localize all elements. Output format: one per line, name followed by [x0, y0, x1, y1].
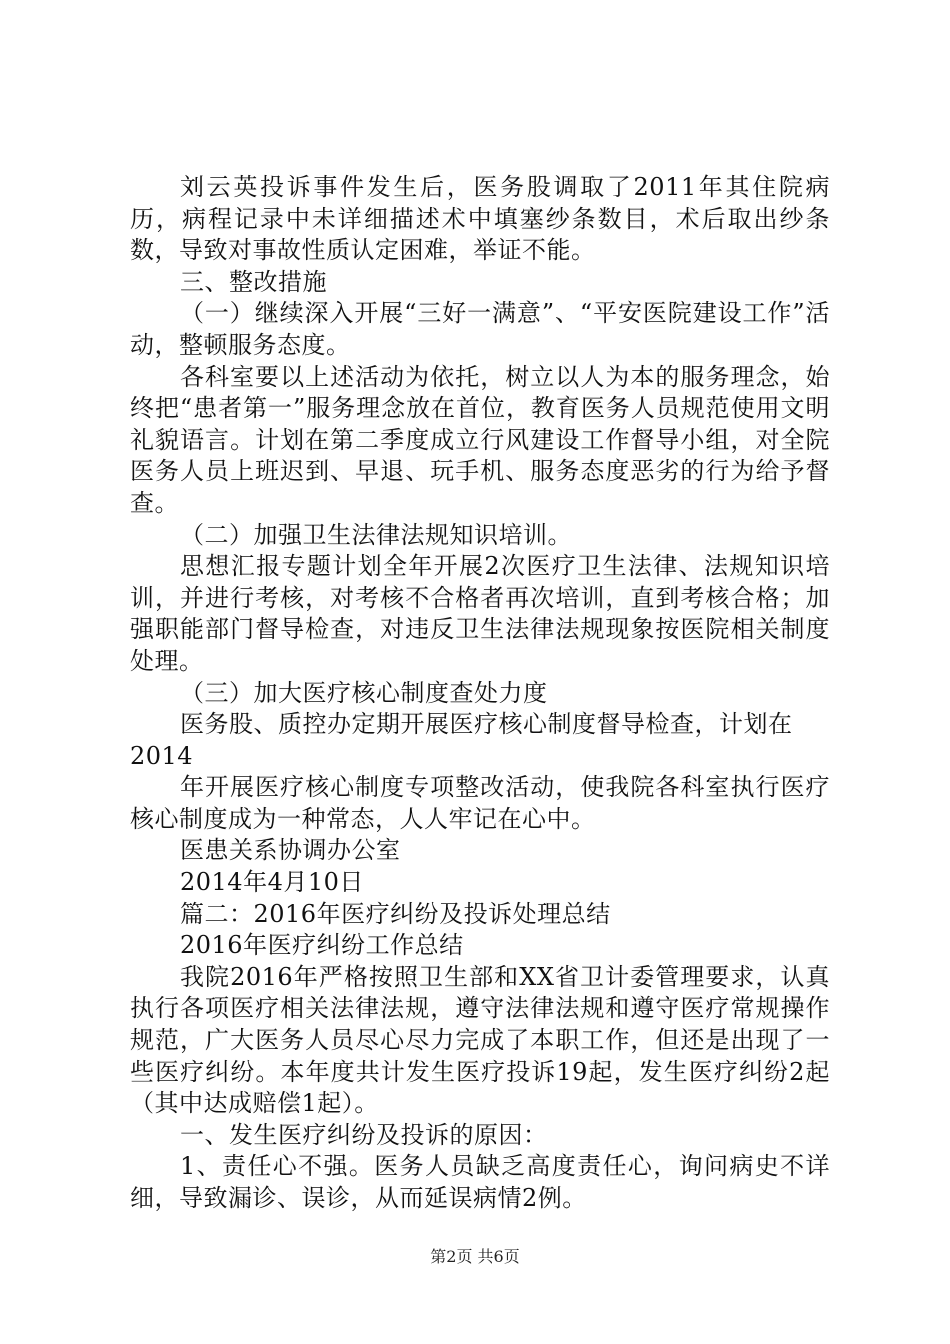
page-footer: 第2页 共6页 — [430, 1247, 520, 1266]
paragraph-service-concept: 各科室要以上述活动为依托，树立以人为本的服务理念，始终把“患者第一”服务理念放在首位，教育医务人员规范使用文明礼貌语言。计划在第二季度成立行风建设工作督导小组，对全院医务人员上班迟到、早退、玩手机、服务态度恶劣的行为给予督查。 — [130, 362, 830, 517]
section-subtitle-summary: 2016年医疗纠纷工作总结 — [180, 931, 464, 960]
subheading-service-attitude: （一）继续深入开展“三好一满意”、“平安医院建设工作”活动，整顿服务态度。 — [130, 299, 830, 359]
subheading-core-system: （三）加大医疗核心制度查处力度 — [180, 678, 548, 707]
paragraph-year: 2014 — [130, 741, 194, 770]
signature-date: 2014年4月10日 — [180, 868, 364, 897]
paragraph-law-training: 思想汇报专题计划全年开展2次医疗卫生法律、法规知识培训，并进行考核，对考核不合格者再次培训，直到考核合格；加强职能部门督导检查，对违反卫生法律法规现象按医院相关制度处理。 — [130, 552, 830, 675]
paragraph-core-system-check: 医务股、质控办定期开展医疗核心制度督导检查，计划在 — [180, 710, 793, 739]
heading-causes: 一、发生医疗纠纷及投诉的原因： — [180, 1120, 548, 1149]
document-body — [130, 172, 830, 1215]
signature-office: 医患关系协调办公室 — [180, 836, 401, 865]
section-title-part-two: 篇二：2016年医疗纠纷及投诉处理总结 — [180, 899, 611, 928]
paragraph-cause-responsibility: 1、责任心不强。医务人员缺乏高度责任心，询问病史不详细，导致漏诊、误诊，从而延误病情2例。 — [130, 1152, 830, 1212]
paragraph-summary-intro: 我院2016年严格按照卫生部和XX省卫计委管理要求，认真执行各项医疗相关法律法规，遵守法律法规和遵守医疗常规操作规范，广大医务人员尽心尽力完成了本职工作，但还是出现了一些医疗纠纷。本年度共计发生医疗投诉19起，发生医疗纠纷2起（其中达成赔偿1起）。 — [130, 962, 830, 1118]
paragraph-core-system-activity: 年开展医疗核心制度专项整改活动，使我院各科室执行医疗核心制度成为一种常态，人人牢记在心中。 — [130, 773, 830, 833]
paragraph-complaint-record: 刘云英投诉事件发生后，医务股调取了2011年其住院病历，病程记录中未详细描述术中填塞纱条数目，术后取出纱条数，导致对事故性质认定困难，举证不能。 — [130, 173, 830, 265]
heading-rectification-measures: 三、整改措施 — [180, 267, 327, 296]
subheading-law-training: （二）加强卫生法律法规知识培训。 — [180, 520, 572, 549]
